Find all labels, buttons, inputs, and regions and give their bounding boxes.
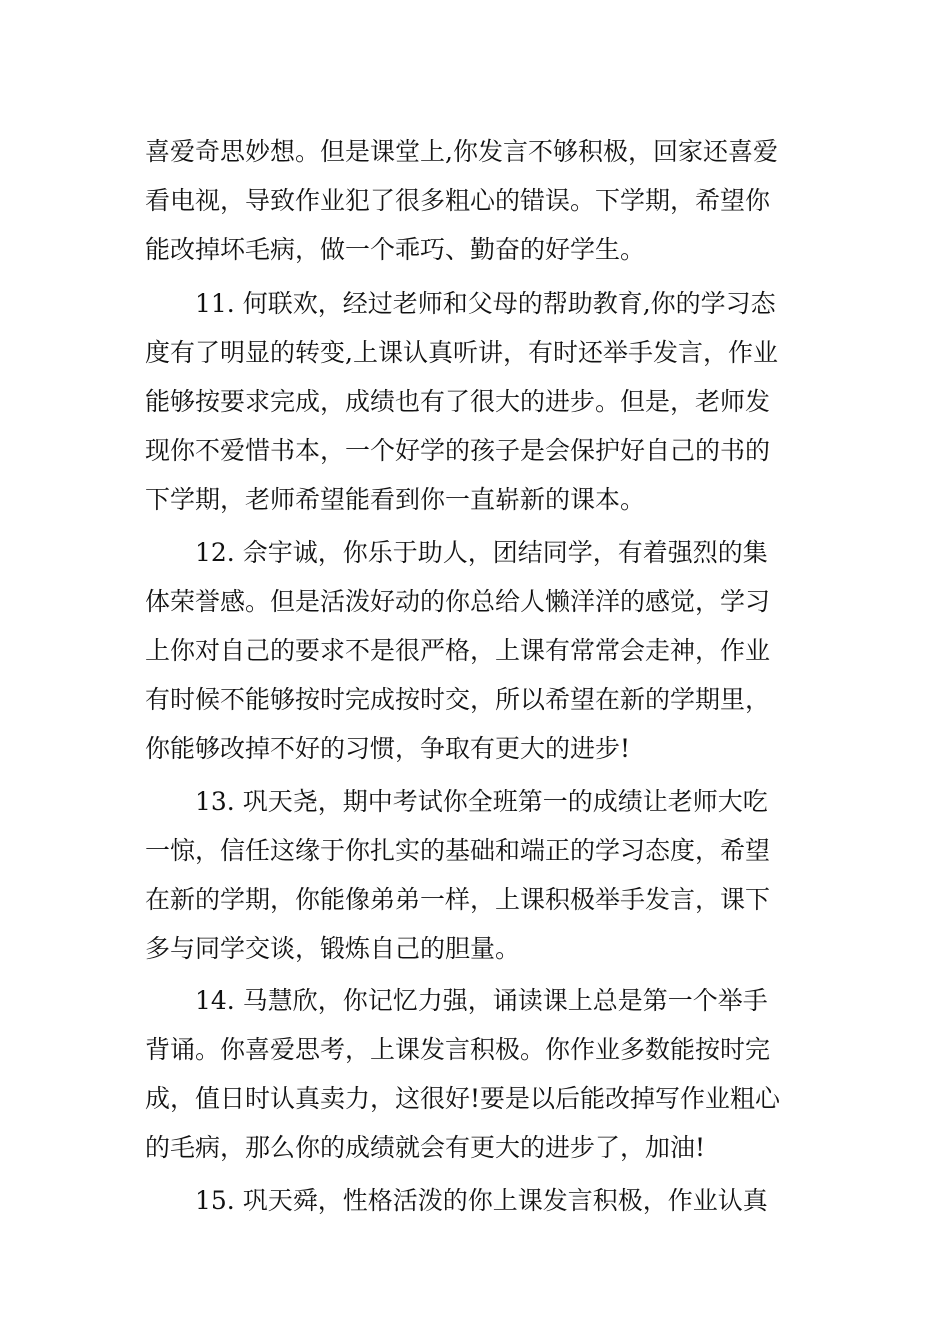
text-line: 背诵。你喜爱思考，上课发言积极。你作业多数能按时完: [145, 1035, 771, 1064]
paragraph-13-start: 13. 巩天尧，期中考试你全班第一的成绩让老师大吃: [145, 787, 768, 816]
paragraph-14-start: 14. 马慧欣，你记忆力强，诵读课上总是第一个举手: [145, 986, 768, 1015]
text-line: 体荣誉感。但是活泼好动的你总给人懒洋洋的感觉，学习: [145, 587, 771, 616]
text-line: 在新的学期，你能像弟弟一样，上课积极举手发言，课下: [145, 885, 771, 914]
text-line: 现你不爱惜书本，一个好学的孩子是会保护好自己的书的: [145, 436, 771, 465]
text-line: 一惊，信任这缘于你扎实的基础和端正的学习态度，希望: [145, 836, 771, 865]
text-line: 下学期，老师希望能看到你一直崭新的课本。: [145, 485, 646, 514]
text-line: 度有了明显的转变,上课认真听讲，有时还举手发言，作业: [145, 338, 778, 367]
text-line: 看电视，导致作业犯了很多粗心的错误。下学期，希望你: [145, 186, 771, 215]
text-line: 的毛病，那么你的成绩就会有更大的进步了，加油!: [145, 1133, 706, 1162]
text-line: 成，值日时认真卖力，这很好!要是以后能改掉写作业粗心: [145, 1084, 781, 1113]
paragraph-15-start: 15. 巩天舜，性格活泼的你上课发言积极，作业认真: [145, 1186, 768, 1215]
text-line: 能改掉坏毛病，做一个乖巧、勤奋的好学生。: [145, 235, 646, 264]
paragraph-12-start: 12. 佘宇诚，你乐于助人，团结同学，有着强烈的集: [145, 538, 768, 567]
text-line: 上你对自己的要求不是很严格，上课有常常会走神，作业: [145, 636, 771, 665]
text-line: 多与同学交谈，锻炼自己的胆量。: [145, 934, 521, 963]
text-line: 能够按要求完成，成绩也有了很大的进步。但是，老师发: [145, 387, 771, 416]
text-line: 有时候不能够按时完成按时交，所以希望在新的学期里，: [145, 685, 771, 714]
text-line: 你能够改掉不好的习惯，争取有更大的进步!: [145, 734, 631, 763]
text-line: 喜爱奇思妙想。但是课堂上,你发言不够积极，回家还喜爱: [145, 137, 778, 166]
paragraph-11-start: 11. 何联欢，经过老师和父母的帮助教育,你的学习态: [145, 289, 776, 318]
